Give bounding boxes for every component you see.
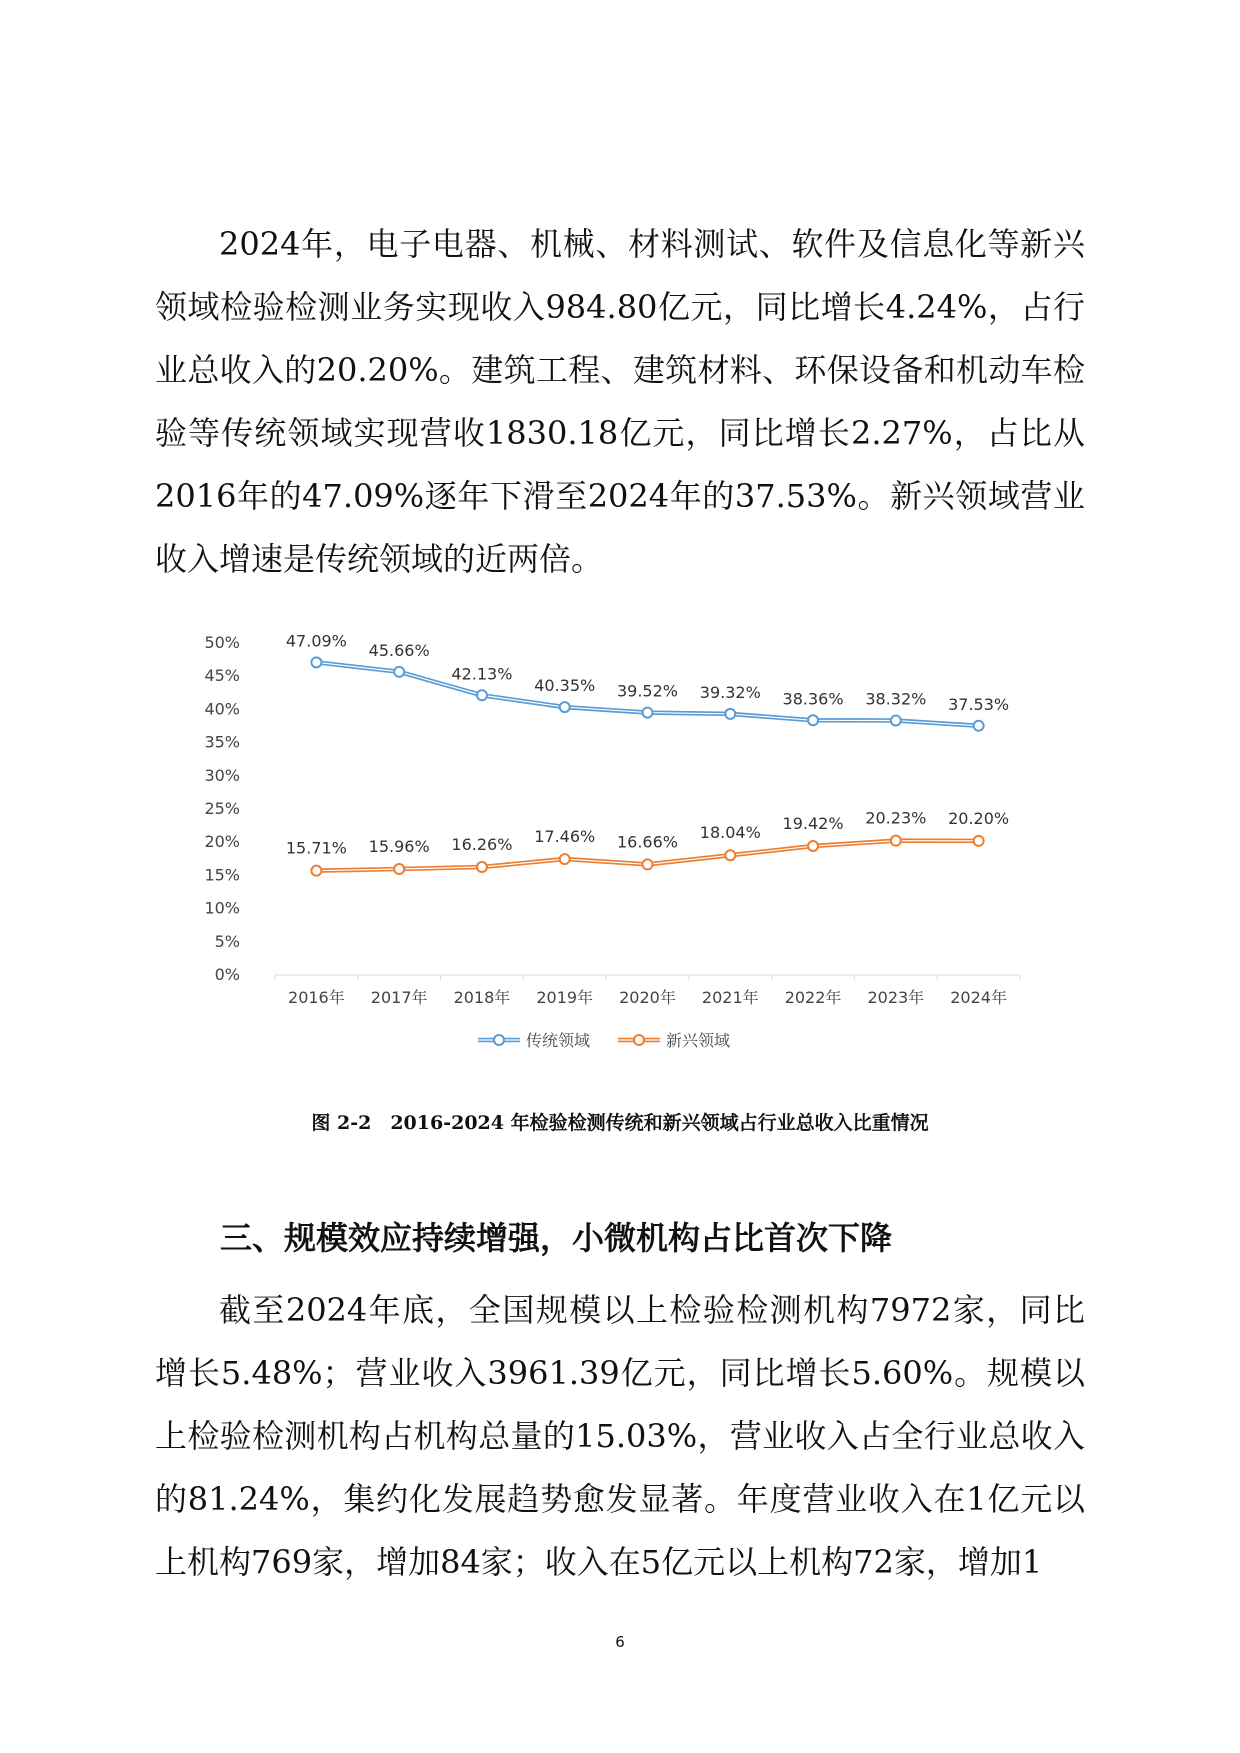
data-point bbox=[643, 708, 653, 718]
data-label: 20.20% bbox=[948, 808, 1010, 828]
y-tick-label: 30% bbox=[204, 765, 240, 785]
x-tick-label: 2018年 bbox=[453, 988, 511, 1007]
data-point bbox=[643, 859, 653, 869]
x-tick-label: 2022年 bbox=[784, 988, 842, 1007]
data-point bbox=[477, 862, 487, 872]
data-label: 38.36% bbox=[782, 689, 844, 709]
y-tick-label: 0% bbox=[214, 965, 240, 984]
data-label: 16.66% bbox=[616, 832, 679, 852]
data-point bbox=[974, 836, 984, 846]
data-point bbox=[808, 715, 818, 725]
y-tick-label: 15% bbox=[204, 865, 240, 885]
page-number: 6 bbox=[615, 1633, 625, 1651]
x-tick-label: 2020年 bbox=[619, 988, 676, 1007]
data-point bbox=[974, 721, 984, 731]
data-point bbox=[725, 709, 735, 719]
x-tick-label: 2023年 bbox=[867, 988, 925, 1007]
data-point bbox=[394, 667, 404, 677]
data-label: 39.52% bbox=[616, 681, 679, 701]
data-label: 47.09% bbox=[285, 631, 347, 651]
data-label: 15.71% bbox=[285, 838, 347, 858]
x-tick-label: 2024年 bbox=[950, 988, 1007, 1007]
scale-paragraph: 截至2024年底，全国规模以上检验检测机构7972家，同比增长5.48%；营业收入3961.39亿元，同比增长5.60%。规模以上检验检测机构占机构总量的15.03%，营业收入占全行业总收入的81.24%，集约化发展趋势愈发显著。年度营业收入在1亿元以上机构769家，增加84家；收入在5亿元以上机构72家，增加1 bbox=[155, 1291, 1085, 1581]
data-label: 42.13% bbox=[451, 664, 513, 684]
data-label: 40.35% bbox=[534, 676, 596, 696]
data-point bbox=[725, 850, 735, 860]
data-label: 15.96% bbox=[368, 837, 430, 857]
data-point bbox=[394, 864, 404, 874]
y-tick-label: 25% bbox=[204, 799, 240, 818]
data-point bbox=[311, 866, 321, 876]
y-tick-label: 20% bbox=[204, 832, 240, 852]
data-label: 39.32% bbox=[699, 682, 761, 702]
data-label: 16.26% bbox=[451, 835, 513, 855]
data-label: 17.46% bbox=[534, 827, 596, 847]
y-tick-label: 40% bbox=[204, 699, 240, 719]
x-tick-label: 2017年 bbox=[370, 988, 428, 1007]
data-label: 18.04% bbox=[699, 823, 761, 843]
y-tick-label: 45% bbox=[204, 666, 240, 686]
data-label: 19.42% bbox=[782, 814, 844, 834]
intro-paragraph: 2024年，电子电器、机械、材料测试、软件及信息化等新兴领域检验检测业务实现收入984.80亿元，同比增长4.24%，占行业总收入的20.20%。建筑工程、建筑材料、环保设备和机动车检验等传统领域实现营收1830.18亿元，同比增长2.27%，占比从2016年的47.09%逐年下滑至2024年的37.53%。新兴领域营业收入增速是传统领域的近两倍。 bbox=[155, 225, 1085, 578]
legend-marker bbox=[634, 1035, 644, 1045]
x-tick-label: 2019年 bbox=[536, 988, 594, 1007]
x-tick-label: 2016年 bbox=[288, 988, 345, 1007]
share-line-chart bbox=[204, 625, 1030, 1065]
y-tick-label: 10% bbox=[204, 898, 240, 918]
y-tick-label: 50% bbox=[204, 633, 240, 652]
legend-marker bbox=[494, 1035, 504, 1045]
legend-label: 新兴领域 bbox=[666, 1031, 731, 1050]
data-point bbox=[311, 657, 321, 667]
data-label: 20.23% bbox=[865, 808, 927, 828]
data-point bbox=[560, 854, 570, 864]
data-label: 37.53% bbox=[948, 694, 1010, 714]
data-label: 38.32% bbox=[865, 689, 927, 709]
data-point bbox=[891, 836, 901, 846]
x-tick-label: 2021年 bbox=[701, 988, 759, 1007]
data-point bbox=[891, 716, 901, 726]
y-tick-label: 5% bbox=[214, 931, 240, 951]
data-point bbox=[477, 690, 487, 700]
data-point bbox=[560, 702, 570, 712]
figure-caption: 图 2-2 2016-2024 年检验检测传统和新兴领域占行业总收入比重情况 bbox=[311, 1112, 929, 1134]
data-label: 45.66% bbox=[368, 640, 430, 660]
y-tick-label: 35% bbox=[204, 732, 240, 752]
data-point bbox=[808, 841, 818, 851]
legend-label: 传统领域 bbox=[526, 1031, 591, 1050]
section-heading: 三、规模效应持续增强，小微机构占比首次下降 bbox=[220, 1219, 893, 1257]
